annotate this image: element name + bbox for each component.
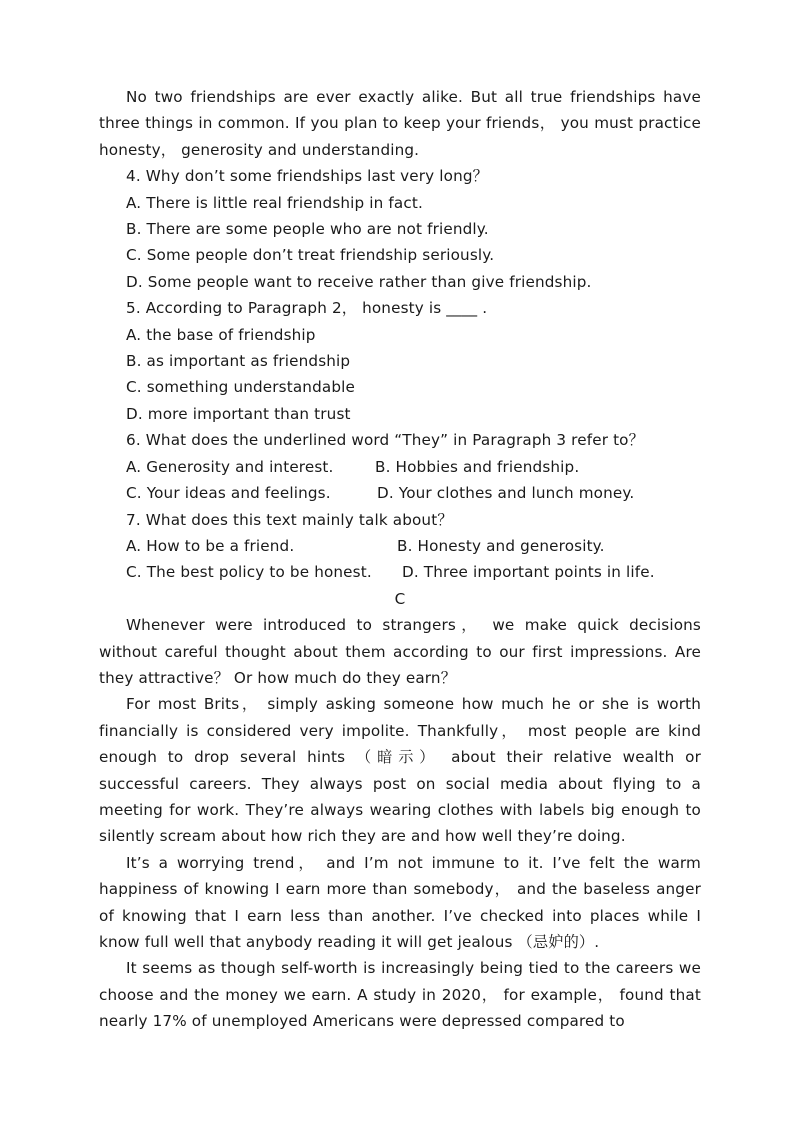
section-heading: C: [394, 589, 406, 608]
question-4-option-d: D. Some people want to receive rather than give friendship.: [126, 272, 592, 291]
question-4-option-b: B. There are some people who are not friendly.: [126, 220, 489, 239]
question-7-options-row-2: [99, 559, 701, 585]
question-4-stem: 4. Why don’t some friendships last very long？: [126, 167, 489, 186]
question-6-options-row-1: [99, 454, 701, 480]
question-6-option-a: A. Generosity and interest.: [126, 457, 334, 476]
question-7-options-row-1: [99, 533, 701, 559]
paragraph-worrying-trend: It’s a worrying trend， and I’m not immune to it. I’ve felt the warm happiness of knowing I earn more than somebody， and the baseless anger of knowing that I earn less than another. I’ve checked into places while I know full well that anybody reading it will get jealous （忌妒的）.: [99, 853, 701, 951]
paragraph-friendship-summary: No two friendships are ever exactly alike. But all true friendships have three things in common. If you plan to keep your friends， you must practice honesty， generosity and understanding.: [99, 88, 701, 159]
question-6-stem: 6. What does the underlined word “They” in Paragraph 3 refer to？: [126, 431, 644, 450]
paragraph-first-impressions: Whenever were introduced to strangers， we make quick decisions without careful thought about them according to our first impressions. Are they attractive？ Or how much do they earn？: [99, 616, 701, 687]
question-7-option-d: D. Three important points in life.: [402, 563, 655, 582]
document-page: [99, 84, 701, 1035]
question-6-option-c: C. Your ideas and feelings.: [126, 484, 331, 503]
question-4-option-c: C. Some people don’t treat friendship seriously.: [126, 246, 495, 265]
question-5-stem: 5. According to Paragraph 2， honesty is ____ .: [126, 299, 488, 318]
question-5-option-d: D. more important than trust: [126, 404, 351, 423]
question-7-stem: 7. What does this text mainly talk about？: [126, 510, 453, 529]
question-7-option-c: C. The best policy to be honest.: [126, 563, 372, 582]
question-5-option-a: A. the base of friendship: [126, 325, 316, 344]
paragraph-brits-wealth: For most Brits， simply asking someone how much he or she is worth financially is considered very impolite. Thankfully， most people are kind enough to drop several hints （暗示） about their relative wealth or successful careers. They always post on social media about flying to a meeting for work. They’re always wearing clothes with labels big enough to silently scream about how rich they are and how well they’re doing.: [99, 695, 701, 846]
question-6-options-row-2: [99, 480, 701, 506]
question-6-option-d: D. Your clothes and lunch money.: [377, 484, 635, 503]
question-6-option-b: B. Hobbies and friendship.: [375, 457, 580, 476]
question-4-option-a: A. There is little real friendship in fact.: [126, 193, 423, 212]
question-5-option-c: C. something understandable: [126, 378, 355, 397]
question-7-option-a: A. How to be a friend.: [126, 536, 295, 555]
question-5-option-b: B. as important as friendship: [126, 352, 351, 371]
paragraph-self-worth: It seems as though self-worth is increasingly being tied to the careers we choose and the money we earn. A study in 2020， for example， found that nearly 17% of unemployed Americans were depressed compared to: [99, 959, 701, 1031]
question-7-option-b: B. Honesty and generosity.: [397, 536, 605, 555]
